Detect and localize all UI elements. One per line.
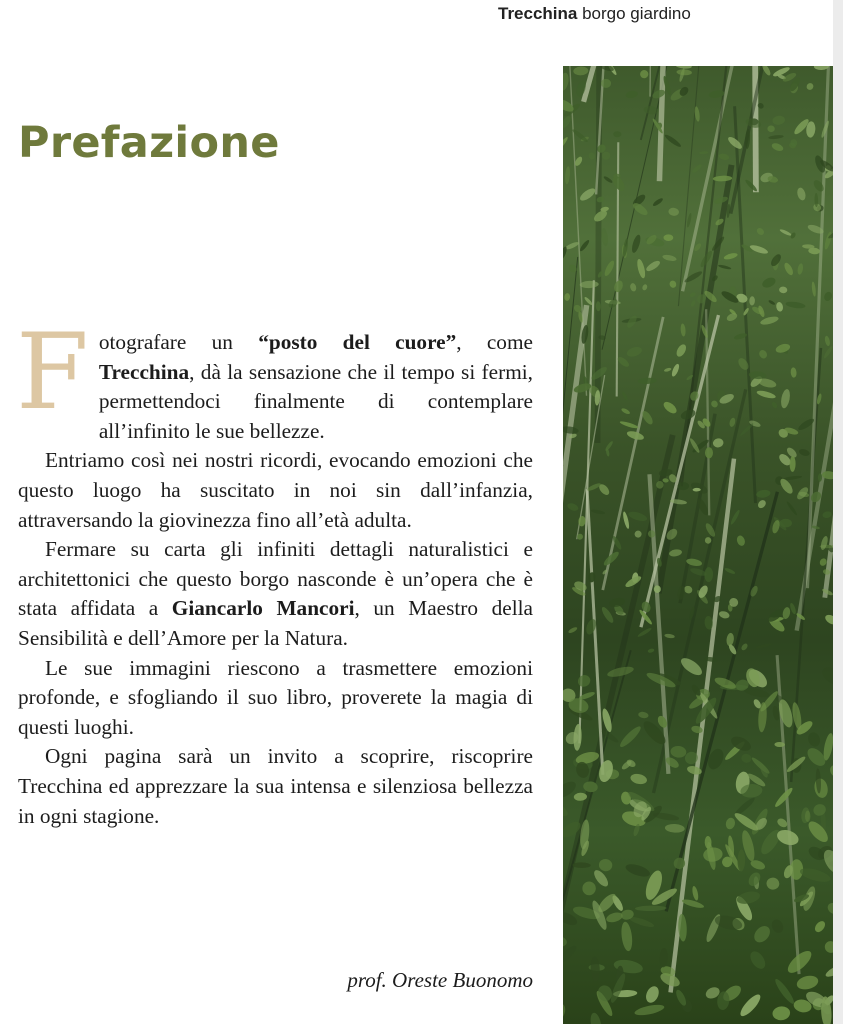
- paragraph: [18, 742, 533, 831]
- emphasis-text: Giancarlo Mancori: [171, 596, 355, 621]
- header-subtitle: borgo giardino: [577, 4, 691, 23]
- emphasis-text: “posto del cuore”: [258, 330, 457, 354]
- author-signature: prof. Oreste Buonomo: [347, 968, 533, 992]
- paragraph: [18, 446, 533, 535]
- header-brand: Trecchina: [498, 4, 578, 23]
- page-edge: [833, 0, 843, 1024]
- paragraph-text: otografare un: [98, 330, 259, 354]
- paragraph-text: , dà la sensazione che il tempo si fermi, permettendoci finalmente di contemplare all’infinito le sue bellezze.: [98, 359, 533, 443]
- emphasis-text: Trecchina: [98, 359, 190, 384]
- paragraph-text: Entriamo così nei nostri ricordi, evocando emozioni che questo luogo ha suscitato in noi sin dall’infanzia, attraversando la giovinezza fino all’età adulta.: [18, 448, 533, 532]
- paragraph-text: , un Maestro della Sensibilità e dell’Amore per la Natura.: [18, 596, 533, 650]
- paragraph: [18, 654, 533, 743]
- paragraph-text: Ogni pagina sarà un invito a scoprire, riscoprire Trecchina ed apprezzare la sua intensa e silenziosa bellezza in ogni stagione.: [18, 744, 533, 828]
- paragraph-text: , come: [456, 330, 533, 354]
- paragraph-text: Le sue immagini riescono a trasmettere emozioni profonde, e sfogliando il suo libro, proverete la magia di questi luoghi.: [18, 655, 533, 739]
- preface-body: [16, 311, 533, 831]
- page-title: Prefazione: [18, 118, 280, 168]
- paragraph: [18, 535, 533, 653]
- paragraph-text: Fermare su carta gli infiniti dettagli naturalistici e architettonici che questo borgo nasconde è un’opera che è stata affidata a: [18, 537, 533, 621]
- running-header: [498, 4, 691, 24]
- drop-cap: F: [16, 311, 89, 433]
- forest-image: [563, 66, 833, 1024]
- paragraph: [16, 311, 533, 446]
- forest-photo: [563, 66, 833, 1024]
